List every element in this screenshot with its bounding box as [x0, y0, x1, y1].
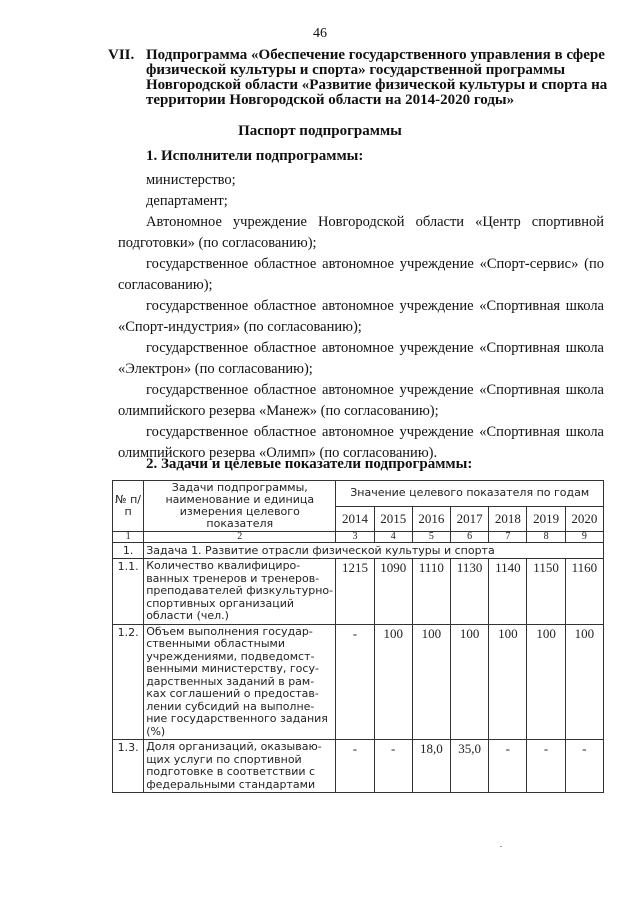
row-number: 1.: [113, 543, 144, 559]
value-cell: -: [336, 740, 374, 793]
column-number: 5: [412, 532, 450, 543]
year-header: 2015: [374, 506, 412, 532]
column-number: 4: [374, 532, 412, 543]
column-number: 6: [451, 532, 489, 543]
header-task: Задачи подпрограммы, наименование и единица измерения целевого показателя: [144, 481, 336, 532]
executor-item: государственное областное автономное учреждение «Спортивная школа «Электрон» (по согласованию);: [118, 340, 604, 377]
value-cell: -: [489, 740, 527, 793]
indicators-table: [112, 480, 604, 793]
row-number: 1.3.: [113, 740, 144, 793]
executor-item: государственное областное автономное учреждение «Спортивная школа олимпийского резерва «Олимп» (по согласованию).: [118, 424, 604, 461]
executor-item: министерство;: [146, 172, 236, 188]
value-cell: 1110: [412, 559, 450, 625]
indicator-text: Доля организаций, оказываю-щих услуги по спортивной подготовке в соответствии с федеральными стандартами: [144, 740, 336, 793]
year-header: 2019: [527, 506, 565, 532]
indicator-text: Объем выполнения государ-ственными областными учреждениями, подведомст-венными министерству, госу-дарственных заданий в рам-ках соглашений о предостав-лении субсидий на выполне-ние государственного задания (%): [144, 624, 336, 740]
value-cell: 100: [527, 624, 565, 740]
value-cell: 1160: [565, 559, 603, 625]
value-cell: -: [565, 740, 603, 793]
column-number: 8: [527, 532, 565, 543]
table-header-row: [113, 481, 604, 507]
section-1-title: 1. Исполнители подпрограммы:: [146, 148, 364, 164]
column-number: 1: [113, 532, 144, 543]
passport-title: Паспорт подпрограммы: [238, 123, 402, 139]
executor-item: департамент;: [146, 193, 228, 209]
page-number: 46: [313, 26, 327, 41]
row-number: 1.2.: [113, 624, 144, 740]
value-cell: 1215: [336, 559, 374, 625]
value-cell: 100: [412, 624, 450, 740]
column-number: 2: [144, 532, 336, 543]
column-number: 3: [336, 532, 374, 543]
task-row: [113, 543, 604, 559]
year-header: 2020: [565, 506, 603, 532]
header-number: № п/п: [113, 481, 144, 532]
value-cell: 100: [489, 624, 527, 740]
value-cell: 1150: [527, 559, 565, 625]
value-cell: 1130: [451, 559, 489, 625]
value-cell: -: [374, 740, 412, 793]
scan-speck: [500, 846, 502, 847]
value-cell: -: [527, 740, 565, 793]
chapter-title: Подпрограмма «Обеспечение государственного управления в сфере физической культуры и спорта» государственной программы Новгородской области «Развитие физической культуры и спорта на территории Новгородской области на 2014-2020 годы»: [146, 47, 608, 108]
table-row: [113, 559, 604, 625]
column-numbers-row: [113, 532, 604, 543]
table-row: [113, 740, 604, 793]
column-number: 9: [565, 532, 603, 543]
value-cell: -: [336, 624, 374, 740]
year-header: 2017: [451, 506, 489, 532]
row-number: 1.1.: [113, 559, 144, 625]
value-cell: 18,0: [412, 740, 450, 793]
table-row: [113, 624, 604, 740]
value-cell: 100: [565, 624, 603, 740]
header-values: Значение целевого показателя по годам: [336, 481, 604, 507]
column-number: 7: [489, 532, 527, 543]
value-cell: 100: [374, 624, 412, 740]
executor-item: Автономное учреждение Новгородской области «Центр спортивной подготовки» (по согласованию);: [118, 214, 604, 251]
executor-item: государственное областное автономное учреждение «Спортивная школа «Спорт-индустрия» (по согласованию);: [118, 298, 604, 335]
executor-item: государственное областное автономное учреждение «Спорт-сервис» (по согласованию);: [118, 256, 604, 293]
executor-item: государственное областное автономное учреждение «Спортивная школа олимпийского резерва «Манеж» (по согласованию);: [118, 382, 604, 419]
task-text: Задача 1. Развитие отрасли физической культуры и спорта: [144, 543, 604, 559]
chapter-number: VII.: [108, 47, 135, 63]
value-cell: 100: [451, 624, 489, 740]
value-cell: 1090: [374, 559, 412, 625]
year-header: 2014: [336, 506, 374, 532]
year-header: 2016: [412, 506, 450, 532]
indicator-text: Количество квалифициро-ванных тренеров и тренеров-преподавателей физкультурно-спортивных организаций области (чел.): [144, 559, 336, 625]
year-header: 2018: [489, 506, 527, 532]
value-cell: 35,0: [451, 740, 489, 793]
value-cell: 1140: [489, 559, 527, 625]
section-2-title: 2. Задачи и целевые показатели подпрограммы:: [146, 456, 473, 472]
